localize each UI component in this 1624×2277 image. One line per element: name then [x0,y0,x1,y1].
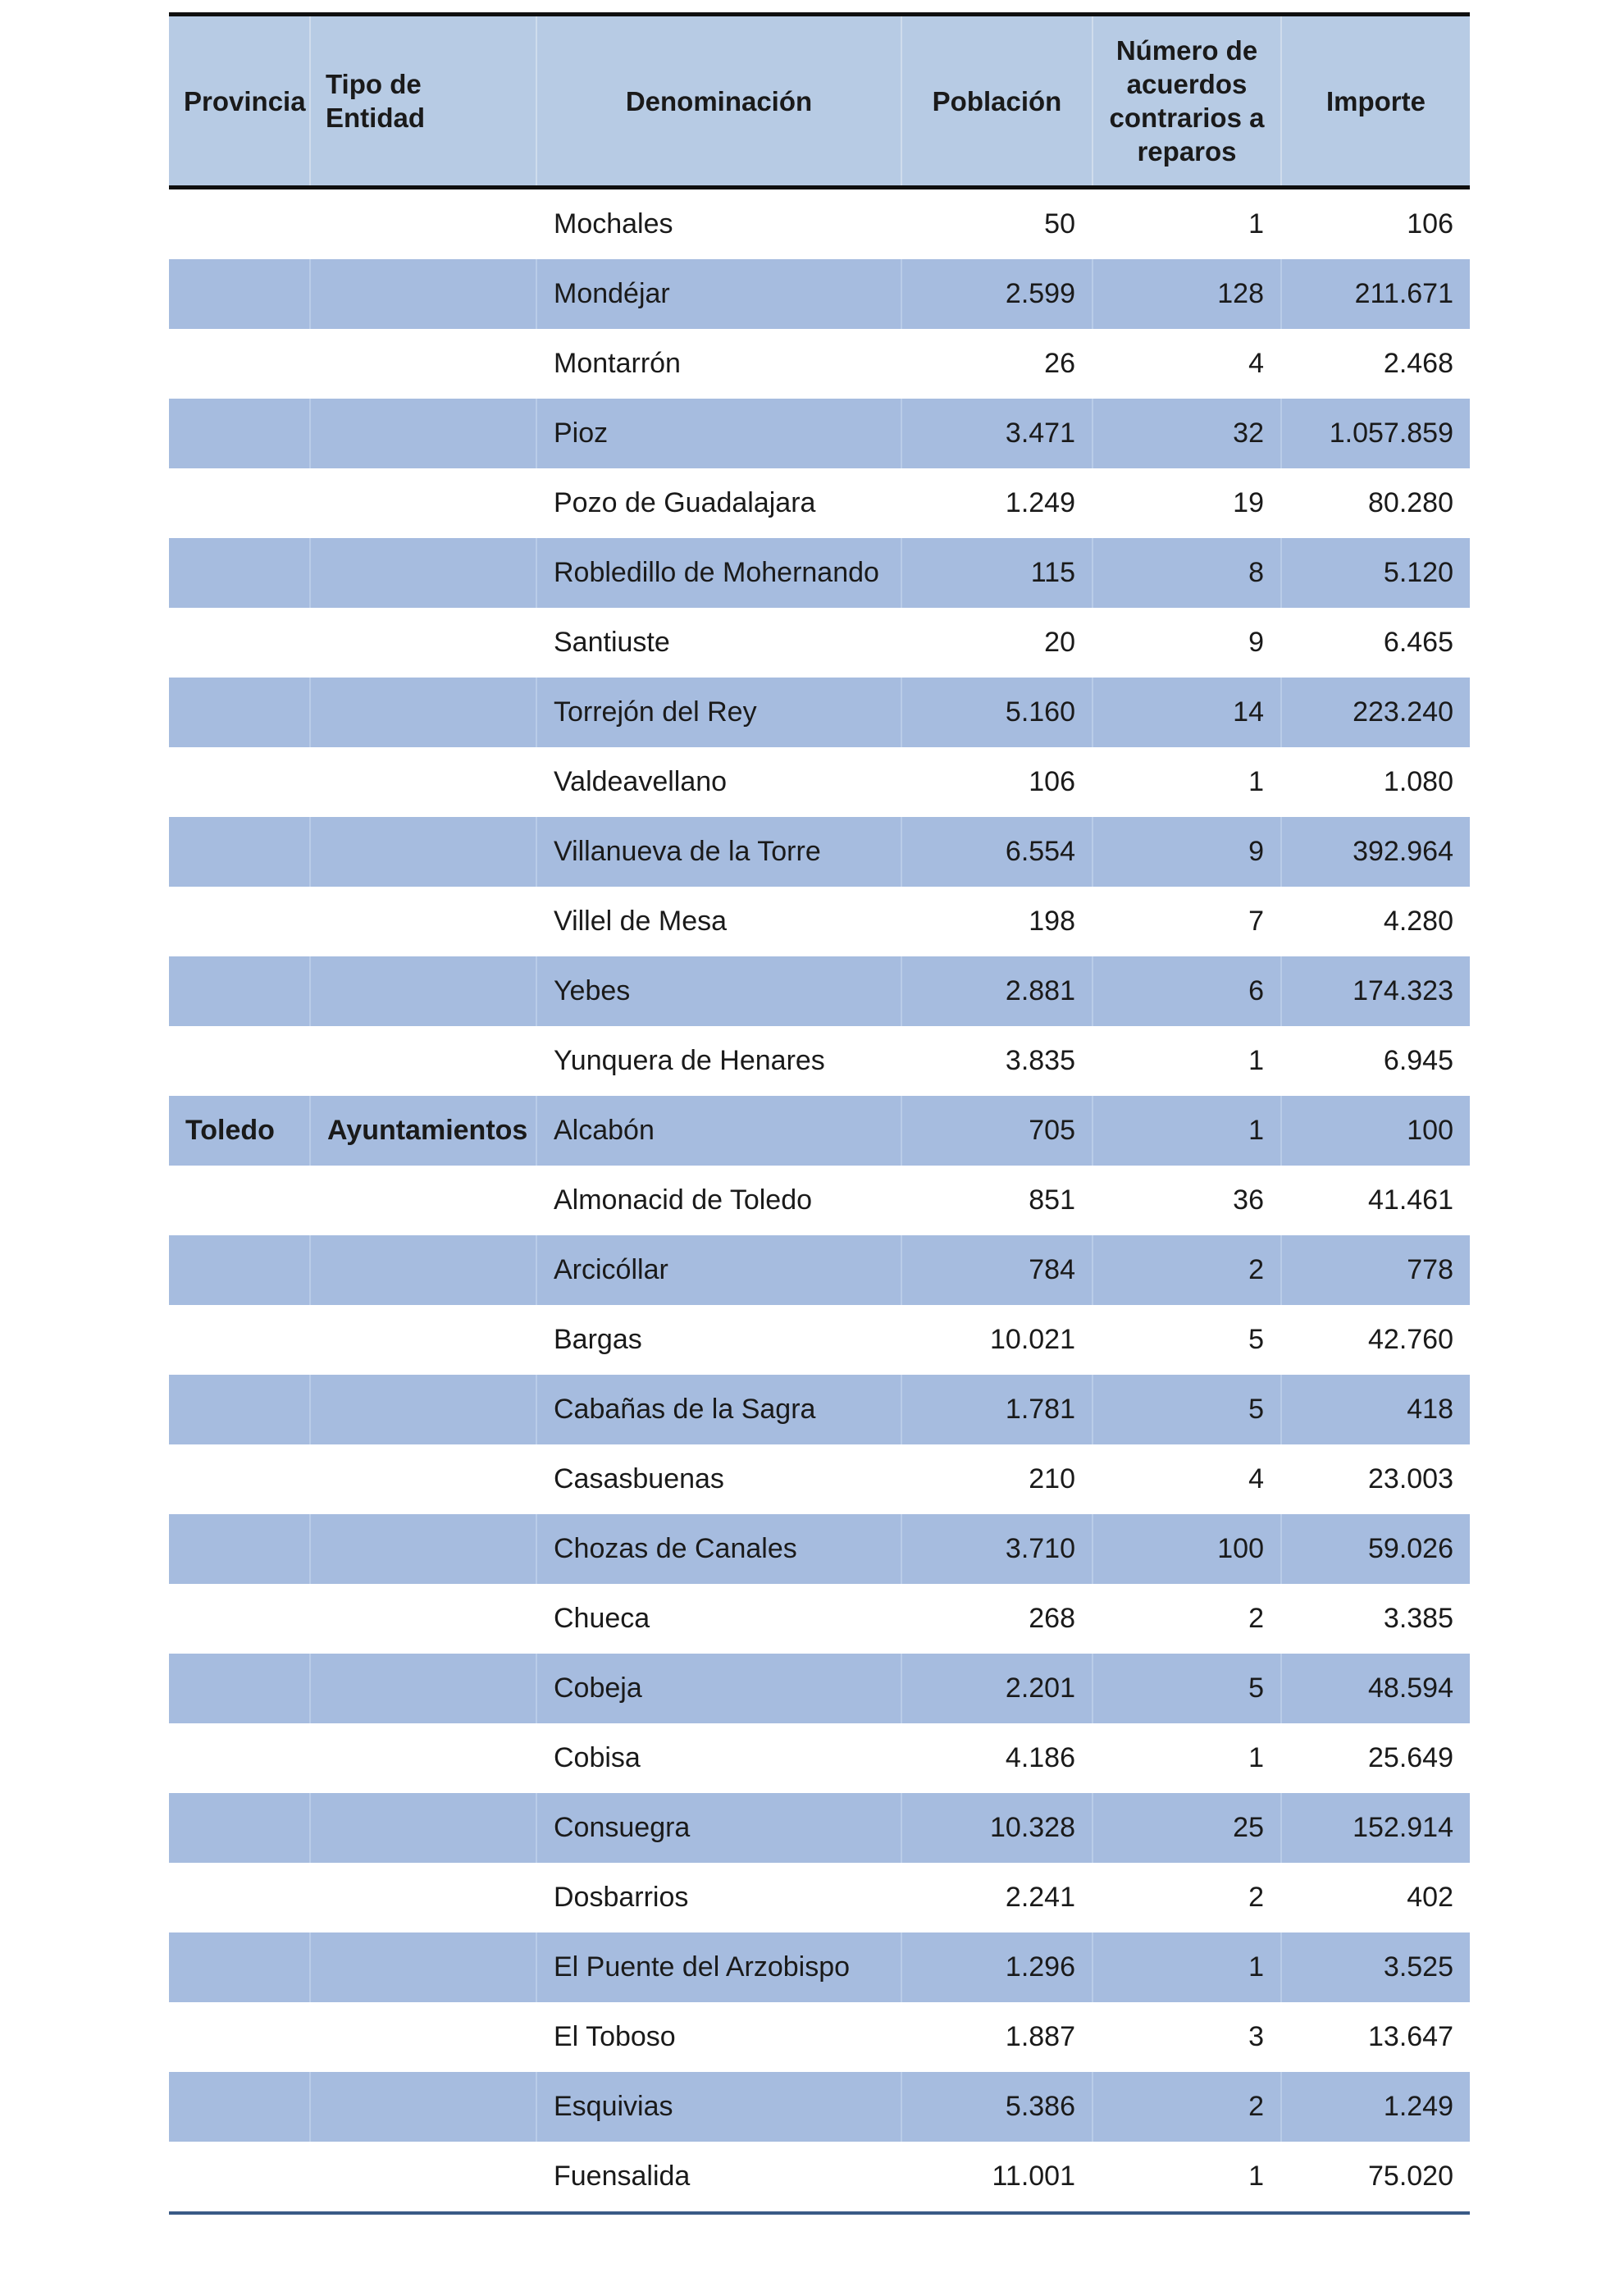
table-row [169,2072,1470,2142]
cell-denominacion: Pioz [536,399,901,468]
cell-denominacion: Yunquera de Henares [536,1026,901,1096]
table-row [169,1793,1470,1863]
cell-acuerdos: 128 [1093,259,1281,329]
cell-tipo-entidad [310,2142,536,2213]
cell-tipo-entidad [310,887,536,956]
cell-tipo-entidad [310,188,536,260]
cell-tipo-entidad [310,747,536,817]
table-row [169,678,1470,747]
cell-importe: 41.461 [1281,1166,1470,1235]
cell-tipo-entidad [310,1444,536,1514]
cell-tipo-entidad [310,399,536,468]
cell-acuerdos: 1 [1093,1932,1281,2002]
cell-provincia [169,188,310,260]
cell-acuerdos: 2 [1093,1863,1281,1932]
cell-tipo-entidad [310,1305,536,1375]
cell-provincia [169,887,310,956]
table-row [169,1305,1470,1375]
cell-denominacion: Consuegra [536,1793,901,1863]
table-row [169,1654,1470,1723]
cell-denominacion: El Puente del Arzobispo [536,1932,901,2002]
cell-provincia [169,1584,310,1654]
cell-denominacion: Chozas de Canales [536,1514,901,1584]
table-row [169,2142,1470,2213]
cell-poblacion: 20 [901,608,1093,678]
cell-importe: 25.649 [1281,1723,1470,1793]
cell-poblacion: 3.471 [901,399,1093,468]
cell-provincia [169,2072,310,2142]
cell-importe: 4.280 [1281,887,1470,956]
cell-provincia [169,259,310,329]
table-row [169,1584,1470,1654]
cell-provincia [169,468,310,538]
cell-poblacion: 106 [901,747,1093,817]
cell-denominacion: Chueca [536,1584,901,1654]
cell-denominacion: Robledillo de Mohernando [536,538,901,608]
cell-importe: 402 [1281,1863,1470,1932]
cell-denominacion: Bargas [536,1305,901,1375]
cell-importe: 42.760 [1281,1305,1470,1375]
cell-importe: 392.964 [1281,817,1470,887]
cell-poblacion: 705 [901,1096,1093,1166]
cell-denominacion: Fuensalida [536,2142,901,2213]
cell-acuerdos: 1 [1093,188,1281,260]
col-header-poblacion: Población [901,15,1093,188]
cell-acuerdos: 5 [1093,1305,1281,1375]
cell-importe: 75.020 [1281,2142,1470,2213]
cell-denominacion: Santiuste [536,608,901,678]
cell-poblacion: 851 [901,1166,1093,1235]
table-row [169,538,1470,608]
cell-importe: 3.385 [1281,1584,1470,1654]
cell-denominacion: Cabañas de la Sagra [536,1375,901,1444]
cell-poblacion: 11.001 [901,2142,1093,2213]
cell-tipo-entidad [310,1723,536,1793]
cell-tipo-entidad: Ayuntamientos [310,1096,536,1166]
col-header-acuerdos: Número de acuerdos contrarios a reparos [1093,15,1281,188]
cell-poblacion: 50 [901,188,1093,260]
cell-importe: 23.003 [1281,1444,1470,1514]
cell-acuerdos: 6 [1093,956,1281,1026]
cell-denominacion: Arcicóllar [536,1235,901,1305]
cell-tipo-entidad [310,1514,536,1584]
cell-poblacion: 198 [901,887,1093,956]
cell-tipo-entidad [310,2072,536,2142]
cell-provincia [169,1514,310,1584]
cell-denominacion: Cobeja [536,1654,901,1723]
cell-provincia [169,329,310,399]
cell-poblacion: 2.241 [901,1863,1093,1932]
table-row [169,887,1470,956]
cell-poblacion: 4.186 [901,1723,1093,1793]
cell-provincia [169,608,310,678]
cell-acuerdos: 1 [1093,1026,1281,1096]
cell-acuerdos: 19 [1093,468,1281,538]
cell-denominacion: Esquivias [536,2072,901,2142]
table-header-row [169,15,1470,188]
cell-acuerdos: 2 [1093,2072,1281,2142]
table-body [169,188,1470,2214]
cell-poblacion: 3.710 [901,1514,1093,1584]
cell-provincia [169,399,310,468]
cell-provincia [169,817,310,887]
cell-provincia [169,747,310,817]
cell-acuerdos: 14 [1093,678,1281,747]
cell-acuerdos: 25 [1093,1793,1281,1863]
cell-tipo-entidad [310,956,536,1026]
cell-poblacion: 268 [901,1584,1093,1654]
cell-importe: 3.525 [1281,1932,1470,2002]
cell-tipo-entidad [310,1166,536,1235]
col-header-importe: Importe [1281,15,1470,188]
cell-acuerdos: 36 [1093,1166,1281,1235]
cell-denominacion: Almonacid de Toledo [536,1166,901,1235]
cell-importe: 106 [1281,188,1470,260]
cell-provincia [169,1723,310,1793]
table-row [169,1166,1470,1235]
cell-denominacion: El Toboso [536,2002,901,2072]
cell-importe: 13.647 [1281,2002,1470,2072]
cell-denominacion: Mochales [536,188,901,260]
cell-importe: 6.945 [1281,1026,1470,1096]
table-row [169,399,1470,468]
cell-poblacion: 26 [901,329,1093,399]
cell-acuerdos: 8 [1093,538,1281,608]
cell-poblacion: 2.201 [901,1654,1093,1723]
table-row [169,1723,1470,1793]
cell-tipo-entidad [310,1863,536,1932]
cell-denominacion: Yebes [536,956,901,1026]
cell-tipo-entidad [310,817,536,887]
cell-tipo-entidad [310,1375,536,1444]
cell-importe: 174.323 [1281,956,1470,1026]
table-row [169,1375,1470,1444]
cell-denominacion: Villel de Mesa [536,887,901,956]
cell-importe: 418 [1281,1375,1470,1444]
cell-acuerdos: 1 [1093,1096,1281,1166]
table-row [169,1514,1470,1584]
table-row [169,817,1470,887]
cell-importe: 48.594 [1281,1654,1470,1723]
cell-acuerdos: 2 [1093,1584,1281,1654]
cell-acuerdos: 3 [1093,2002,1281,2072]
cell-acuerdos: 32 [1093,399,1281,468]
cell-denominacion: Cobisa [536,1723,901,1793]
table-row [169,747,1470,817]
table-row [169,329,1470,399]
cell-acuerdos: 7 [1093,887,1281,956]
cell-importe: 211.671 [1281,259,1470,329]
cell-importe: 2.468 [1281,329,1470,399]
cell-acuerdos: 100 [1093,1514,1281,1584]
table-row [169,188,1470,260]
cell-denominacion: Villanueva de la Torre [536,817,901,887]
cell-acuerdos: 5 [1093,1375,1281,1444]
cell-importe: 59.026 [1281,1514,1470,1584]
cell-poblacion: 3.835 [901,1026,1093,1096]
table-row [169,1026,1470,1096]
cell-poblacion: 5.160 [901,678,1093,747]
cell-denominacion: Torrejón del Rey [536,678,901,747]
cell-tipo-entidad [310,1235,536,1305]
cell-provincia [169,1305,310,1375]
table-row [169,259,1470,329]
cell-acuerdos: 1 [1093,747,1281,817]
cell-acuerdos: 1 [1093,1723,1281,1793]
cell-poblacion: 10.021 [901,1305,1093,1375]
cell-poblacion: 2.599 [901,259,1093,329]
cell-provincia [169,1793,310,1863]
cell-provincia [169,1932,310,2002]
data-table [169,12,1470,2215]
cell-importe: 100 [1281,1096,1470,1166]
cell-denominacion: Casasbuenas [536,1444,901,1514]
table-row [169,2002,1470,2072]
cell-importe: 223.240 [1281,678,1470,747]
cell-tipo-entidad [310,1654,536,1723]
cell-provincia [169,1863,310,1932]
cell-provincia [169,1026,310,1096]
cell-poblacion: 210 [901,1444,1093,1514]
cell-provincia [169,2002,310,2072]
cell-provincia [169,678,310,747]
cell-poblacion: 1.249 [901,468,1093,538]
cell-acuerdos: 9 [1093,817,1281,887]
cell-tipo-entidad [310,259,536,329]
cell-importe: 1.080 [1281,747,1470,817]
cell-importe: 80.280 [1281,468,1470,538]
cell-poblacion: 1.887 [901,2002,1093,2072]
cell-tipo-entidad [310,2002,536,2072]
cell-denominacion: Montarrón [536,329,901,399]
cell-poblacion: 10.328 [901,1793,1093,1863]
table-row [169,1096,1470,1166]
cell-denominacion: Valdeavellano [536,747,901,817]
cell-provincia [169,1375,310,1444]
cell-provincia: Toledo [185,1115,275,1146]
cell-tipo-entidad [310,1793,536,1863]
cell-acuerdos: 5 [1093,1654,1281,1723]
cell-poblacion: 1.781 [901,1375,1093,1444]
cell-tipo-entidad [310,468,536,538]
cell-poblacion: 2.881 [901,956,1093,1026]
cell-poblacion: 5.386 [901,2072,1093,2142]
cell-importe: 1.057.859 [1281,399,1470,468]
cell-provincia [169,1235,310,1305]
table-row [169,608,1470,678]
cell-denominacion: Dosbarrios [536,1863,901,1932]
table-row [169,1932,1470,2002]
cell-tipo-entidad [310,1584,536,1654]
cell-tipo-entidad [310,608,536,678]
table-row [169,1444,1470,1514]
col-header-tipo-entidad: Tipo de Entidad [310,15,536,188]
cell-poblacion: 784 [901,1235,1093,1305]
cell-importe: 5.120 [1281,538,1470,608]
table-row [169,1235,1470,1305]
cell-acuerdos: 1 [1093,2142,1281,2213]
cell-poblacion: 6.554 [901,817,1093,887]
cell-importe: 6.465 [1281,608,1470,678]
cell-importe: 1.249 [1281,2072,1470,2142]
cell-acuerdos: 4 [1093,329,1281,399]
col-header-denominacion: Denominación [536,15,901,188]
cell-tipo-entidad [310,1932,536,2002]
cell-denominacion: Pozo de Guadalajara [536,468,901,538]
cell-importe: 778 [1281,1235,1470,1305]
cell-tipo-entidad [310,538,536,608]
cell-acuerdos: 2 [1093,1235,1281,1305]
cell-provincia [169,538,310,608]
col-header-provincia: Provincia [184,85,306,116]
cell-acuerdos: 4 [1093,1444,1281,1514]
cell-tipo-entidad [310,678,536,747]
cell-provincia [169,1654,310,1723]
table-row [169,468,1470,538]
cell-denominacion: Mondéjar [536,259,901,329]
cell-denominacion: Alcabón [536,1096,901,1166]
cell-poblacion: 115 [901,538,1093,608]
cell-provincia [169,956,310,1026]
cell-provincia [169,1166,310,1235]
table-row [169,956,1470,1026]
cell-tipo-entidad [310,329,536,399]
cell-provincia [169,1444,310,1514]
cell-provincia [169,2142,310,2213]
table-row [169,1863,1470,1932]
cell-tipo-entidad [310,1026,536,1096]
cell-acuerdos: 9 [1093,608,1281,678]
cell-importe: 152.914 [1281,1793,1470,1863]
cell-poblacion: 1.296 [901,1932,1093,2002]
